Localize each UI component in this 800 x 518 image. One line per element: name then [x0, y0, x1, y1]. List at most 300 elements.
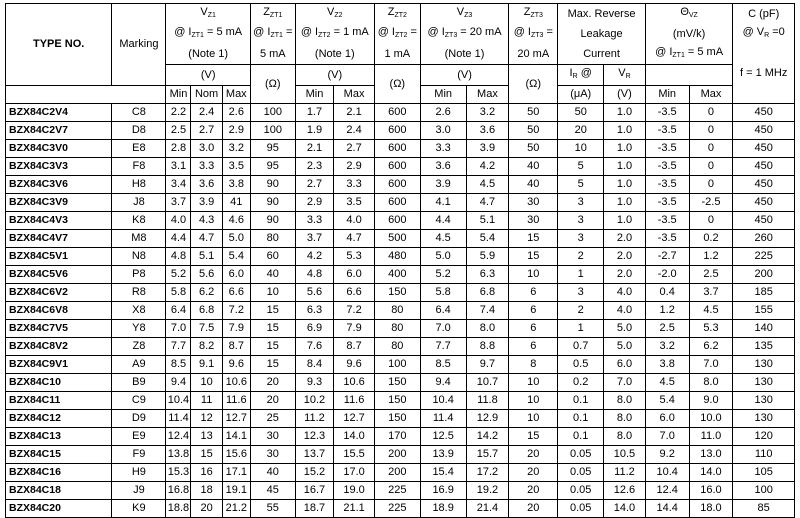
header-zzt2: $Z_{ZT2}$	[374, 4, 420, 25]
value-cell: 4.5	[689, 302, 733, 320]
header-vz1-cond: @ $I_{ZT1} = 5$ mA	[166, 24, 250, 44]
value-cell: 4.6	[222, 212, 250, 230]
value-cell: 3	[558, 284, 604, 302]
header-theta: $\Theta_{VZ}$	[645, 4, 733, 25]
value-cell: 15	[509, 428, 558, 446]
type-no-cell: BZX84C18	[6, 482, 112, 500]
value-cell: 5.1	[466, 212, 509, 230]
table-row	[6, 338, 795, 356]
header-vz3: $V_{Z3}$	[420, 4, 509, 25]
value-cell: 9.3	[295, 374, 334, 392]
value-cell: 0.7	[558, 338, 604, 356]
table-row	[6, 122, 795, 140]
header-zzt3: $Z_{ZT3}$	[509, 4, 558, 25]
value-cell: 0.1	[558, 428, 604, 446]
type-no-cell: BZX84C10	[6, 374, 112, 392]
value-cell: 7.9	[222, 320, 250, 338]
value-cell: 6	[509, 284, 558, 302]
value-cell: 2.4	[191, 104, 222, 122]
value-cell: 260	[733, 230, 795, 248]
value-cell: 9.6	[334, 356, 375, 374]
value-cell: 100	[374, 356, 420, 374]
value-cell: 2.2	[166, 104, 191, 122]
value-cell: 2.6	[222, 104, 250, 122]
value-cell: 6.0	[222, 266, 250, 284]
value-cell: 5.3	[334, 248, 375, 266]
value-cell: 5.6	[295, 284, 334, 302]
value-cell: 4.5	[466, 176, 509, 194]
value-cell: 450	[733, 194, 795, 212]
table-row	[6, 194, 795, 212]
value-cell: 8.8	[466, 338, 509, 356]
value-cell: 2.7	[334, 140, 375, 158]
value-cell: 3.5	[222, 158, 250, 176]
value-cell: -3.5	[645, 158, 689, 176]
table-row	[6, 104, 795, 122]
value-cell: 6.9	[295, 320, 334, 338]
value-cell: 0	[689, 158, 733, 176]
value-cell: -3.5	[645, 122, 689, 140]
value-cell: 16.7	[295, 482, 334, 500]
value-cell: 6.4	[166, 302, 191, 320]
value-cell: 20	[509, 446, 558, 464]
value-cell: 3.7	[295, 230, 334, 248]
type-no-cell: BZX84C16	[6, 464, 112, 482]
marking-cell: C9	[112, 392, 166, 410]
value-cell: 0.2	[558, 374, 604, 392]
value-cell: 0.05	[558, 500, 604, 518]
value-cell: 15.4	[420, 464, 466, 482]
value-cell: 7.0	[604, 374, 646, 392]
value-cell: 450	[733, 104, 795, 122]
table-row	[6, 464, 795, 482]
value-cell: 20	[191, 500, 222, 518]
value-cell: 110	[733, 446, 795, 464]
table-row	[6, 410, 795, 428]
value-cell: 6.3	[466, 266, 509, 284]
table-row	[6, 230, 795, 248]
value-cell: 16	[191, 464, 222, 482]
value-cell: 7.2	[222, 302, 250, 320]
table-header	[6, 4, 795, 104]
marking-cell: K8	[112, 212, 166, 230]
value-cell: -3.5	[645, 140, 689, 158]
value-cell: 7.0	[689, 356, 733, 374]
value-cell: 600	[374, 158, 420, 176]
value-cell: 4.0	[604, 302, 646, 320]
value-cell: 3.8	[645, 356, 689, 374]
value-cell: 5.4	[222, 248, 250, 266]
value-cell: 13.8	[166, 446, 191, 464]
value-cell: 8.5	[166, 356, 191, 374]
value-cell: 20	[509, 500, 558, 518]
value-cell: 150	[374, 392, 420, 410]
value-cell: 6.8	[466, 284, 509, 302]
table-row	[6, 266, 795, 284]
value-cell: 6.0	[604, 356, 646, 374]
value-cell: 11.6	[334, 392, 375, 410]
header-vz1: $V_{Z1}$	[166, 4, 250, 25]
value-cell: 10.6	[222, 374, 250, 392]
value-cell: 12.5	[420, 428, 466, 446]
value-cell: 12.4	[645, 482, 689, 500]
value-cell: 0.5	[558, 356, 604, 374]
value-cell: 10	[250, 284, 295, 302]
table-row	[6, 140, 795, 158]
value-cell: 3.7	[689, 284, 733, 302]
value-cell: 600	[374, 194, 420, 212]
header-zzt2-unit: (Ω)	[374, 65, 420, 104]
value-cell: 15	[250, 320, 295, 338]
value-cell: 90	[250, 194, 295, 212]
marking-cell: P8	[112, 266, 166, 284]
marking-cell: E9	[112, 428, 166, 446]
value-cell: -2.7	[645, 248, 689, 266]
value-cell: 450	[733, 158, 795, 176]
value-cell: 41	[222, 194, 250, 212]
value-cell: 5.4	[645, 392, 689, 410]
value-cell: 4.1	[420, 194, 466, 212]
value-cell: 10.0	[689, 410, 733, 428]
value-cell: 30	[250, 446, 295, 464]
header-zzt3-cond2: 20 mA	[509, 44, 558, 65]
value-cell: 600	[374, 176, 420, 194]
value-cell: 4.5	[645, 374, 689, 392]
marking-cell: H9	[112, 464, 166, 482]
value-cell: 3.6	[466, 122, 509, 140]
value-cell: 14.0	[689, 464, 733, 482]
value-cell: 6.2	[191, 284, 222, 302]
value-cell: 1.9	[295, 122, 334, 140]
header-cap-cond: @ $V_R =0$	[733, 24, 795, 44]
value-cell: 4.0	[334, 212, 375, 230]
table-row	[6, 302, 795, 320]
value-cell: 0.1	[558, 410, 604, 428]
header-leakage: Max. Reverse	[558, 4, 646, 25]
value-cell: -3.5	[645, 176, 689, 194]
value-cell: 140	[733, 320, 795, 338]
header-vz3-unit: (V)	[420, 65, 509, 86]
value-cell: 2.9	[222, 122, 250, 140]
value-cell: -2.5	[689, 194, 733, 212]
value-cell: 2.0	[604, 248, 646, 266]
value-cell: 15	[191, 446, 222, 464]
value-cell: -3.5	[645, 194, 689, 212]
marking-cell: M8	[112, 230, 166, 248]
value-cell: 100	[733, 482, 795, 500]
value-cell: 10.4	[166, 392, 191, 410]
marking-cell: E8	[112, 140, 166, 158]
value-cell: 8	[509, 356, 558, 374]
value-cell: 30	[509, 194, 558, 212]
header-vz1-min: Min	[166, 86, 191, 104]
marking-cell: R8	[112, 284, 166, 302]
value-cell: 0	[689, 122, 733, 140]
value-cell: 11.6	[222, 392, 250, 410]
marking-cell: Z8	[112, 338, 166, 356]
value-cell: 1.0	[604, 176, 646, 194]
header-vz2-max: Max	[334, 86, 375, 104]
value-cell: 200	[733, 266, 795, 284]
value-cell: 95	[250, 158, 295, 176]
value-cell: 50	[558, 104, 604, 122]
header-zzt2-cond: @ $I_{ZT2}$ =	[374, 24, 420, 44]
value-cell: 3	[558, 194, 604, 212]
value-cell: 4.5	[420, 230, 466, 248]
value-cell: 40	[509, 158, 558, 176]
value-cell: 500	[374, 230, 420, 248]
value-cell: 7.5	[191, 320, 222, 338]
value-cell: 1.0	[604, 140, 646, 158]
header-theta-blank	[645, 65, 733, 86]
value-cell: 0.2	[689, 230, 733, 248]
value-cell: 2.9	[295, 194, 334, 212]
value-cell: -2.0	[645, 266, 689, 284]
value-cell: 5.9	[466, 248, 509, 266]
value-cell: 10	[558, 140, 604, 158]
value-cell: 150	[374, 374, 420, 392]
header-ir-unit: (μA)	[558, 86, 604, 104]
value-cell: 7.4	[466, 302, 509, 320]
value-cell: 8.5	[420, 356, 466, 374]
value-cell: 20	[509, 464, 558, 482]
value-cell: 8.7	[222, 338, 250, 356]
value-cell: 80	[374, 338, 420, 356]
value-cell: 0	[689, 140, 733, 158]
header-vz3-note: (Note 1)	[420, 44, 509, 65]
value-cell: 4.7	[334, 230, 375, 248]
marking-cell: K9	[112, 500, 166, 518]
value-cell: 600	[374, 212, 420, 230]
value-cell: 120	[733, 428, 795, 446]
value-cell: 30	[509, 212, 558, 230]
type-no-cell: BZX84C4V7	[6, 230, 112, 248]
value-cell: 3.3	[334, 176, 375, 194]
value-cell: 8.0	[466, 320, 509, 338]
value-cell: 130	[733, 356, 795, 374]
value-cell: 10.4	[420, 392, 466, 410]
value-cell: 1.0	[604, 212, 646, 230]
value-cell: 30	[250, 428, 295, 446]
value-cell: 1.0	[604, 122, 646, 140]
value-cell: 5.8	[166, 284, 191, 302]
type-no-cell: BZX84C11	[6, 392, 112, 410]
type-no-cell: BZX84C13	[6, 428, 112, 446]
value-cell: 225	[733, 248, 795, 266]
value-cell: 2.4	[334, 122, 375, 140]
type-no-cell: BZX84C4V3	[6, 212, 112, 230]
value-cell: 40	[509, 176, 558, 194]
type-no-cell: BZX84C20	[6, 500, 112, 518]
value-cell: 19.1	[222, 482, 250, 500]
header-vz3-min: Min	[420, 86, 466, 104]
header-vz1-unit: (V)	[166, 65, 250, 86]
value-cell: 170	[374, 428, 420, 446]
value-cell: 7.2	[334, 302, 375, 320]
value-cell: 3.5	[334, 194, 375, 212]
value-cell: 12.7	[222, 410, 250, 428]
value-cell: 1.0	[604, 104, 646, 122]
value-cell: 4.8	[295, 266, 334, 284]
value-cell: 19.0	[334, 482, 375, 500]
value-cell: 20	[250, 374, 295, 392]
value-cell: 3.9	[420, 176, 466, 194]
value-cell: 10	[509, 410, 558, 428]
header-vz2-min: Min	[295, 86, 334, 104]
value-cell: 11.2	[604, 464, 646, 482]
header-zzt2-cond2: 1 mA	[374, 44, 420, 65]
value-cell: 19.2	[466, 482, 509, 500]
value-cell: 8.0	[604, 410, 646, 428]
value-cell: 21.4	[466, 500, 509, 518]
marking-cell: H8	[112, 176, 166, 194]
type-no-cell: BZX84C3V0	[6, 140, 112, 158]
value-cell: 90	[250, 176, 295, 194]
type-no-cell: BZX84C5V6	[6, 266, 112, 284]
value-cell: 225	[374, 482, 420, 500]
value-cell: 100	[250, 104, 295, 122]
value-cell: 2.5	[166, 122, 191, 140]
table-body	[6, 104, 795, 518]
value-cell: 7.0	[420, 320, 466, 338]
marking-cell: Y8	[112, 320, 166, 338]
header-vz2-cond: @ $I_{ZT2} = 1$ mA	[295, 24, 374, 44]
value-cell: 150	[374, 284, 420, 302]
value-cell: 21.1	[334, 500, 375, 518]
value-cell: 3.2	[222, 140, 250, 158]
value-cell: 80	[250, 230, 295, 248]
value-cell: 4.2	[295, 248, 334, 266]
value-cell: -3.5	[645, 104, 689, 122]
type-no-cell: BZX84C3V9	[6, 194, 112, 212]
marking-cell: C8	[112, 104, 166, 122]
value-cell: 105	[733, 464, 795, 482]
value-cell: 3.7	[166, 194, 191, 212]
value-cell: 3.2	[466, 104, 509, 122]
value-cell: 10.6	[334, 374, 375, 392]
type-no-cell: BZX84C6V2	[6, 284, 112, 302]
value-cell: 0	[689, 104, 733, 122]
value-cell: 15	[509, 248, 558, 266]
value-cell: 5.0	[222, 230, 250, 248]
value-cell: 4.7	[191, 230, 222, 248]
type-no-cell: BZX84C2V7	[6, 122, 112, 140]
marking-cell: A9	[112, 356, 166, 374]
value-cell: 60	[250, 248, 295, 266]
value-cell: 13	[191, 428, 222, 446]
value-cell: 90	[250, 212, 295, 230]
value-cell: 10.5	[604, 446, 646, 464]
value-cell: 7.9	[334, 320, 375, 338]
value-cell: 16.8	[166, 482, 191, 500]
zener-spec-table	[5, 3, 795, 518]
value-cell: 1.7	[295, 104, 334, 122]
value-cell: 18.7	[295, 500, 334, 518]
value-cell: 3.3	[420, 140, 466, 158]
value-cell: 8.0	[604, 428, 646, 446]
value-cell: 4.7	[466, 194, 509, 212]
value-cell: 0.1	[558, 392, 604, 410]
header-blank	[6, 86, 166, 104]
value-cell: 10.4	[645, 464, 689, 482]
value-cell: 50	[509, 122, 558, 140]
value-cell: 3	[558, 230, 604, 248]
header-vz1-max: Max	[222, 86, 250, 104]
type-no-cell: BZX84C5V1	[6, 248, 112, 266]
value-cell: 50	[509, 104, 558, 122]
value-cell: 1.2	[689, 248, 733, 266]
value-cell: 14.2	[466, 428, 509, 446]
value-cell: 3.6	[420, 158, 466, 176]
header-vz2: $V_{Z2}$	[295, 4, 374, 25]
value-cell: 0.05	[558, 464, 604, 482]
marking-cell: J9	[112, 482, 166, 500]
header-theta-unit: (mV/k)	[645, 24, 733, 44]
value-cell: 5	[558, 176, 604, 194]
value-cell: 200	[374, 464, 420, 482]
value-cell: 3.2	[645, 338, 689, 356]
value-cell: 600	[374, 104, 420, 122]
table-row	[6, 158, 795, 176]
marking-cell: D8	[112, 122, 166, 140]
header-zzt1-unit: (Ω)	[250, 65, 295, 104]
value-cell: 15.6	[222, 446, 250, 464]
header-zzt3-cond: @ $I_{ZT3}$ =	[509, 24, 558, 44]
value-cell: 600	[374, 122, 420, 140]
value-cell: 450	[733, 122, 795, 140]
table-row	[6, 176, 795, 194]
table-row	[6, 212, 795, 230]
value-cell: 15	[250, 302, 295, 320]
value-cell: 40	[250, 464, 295, 482]
value-cell: 3.0	[191, 140, 222, 158]
value-cell: 2.9	[334, 158, 375, 176]
header-theta-max: Max	[689, 86, 733, 104]
value-cell: 9.0	[689, 392, 733, 410]
value-cell: 4.3	[191, 212, 222, 230]
value-cell: 185	[733, 284, 795, 302]
value-cell: 5.2	[420, 266, 466, 284]
header-theta-cond: @ $I_{ZT1} = 5$ mA	[645, 44, 733, 65]
value-cell: 12.7	[334, 410, 375, 428]
value-cell: 6.3	[295, 302, 334, 320]
value-cell: 450	[733, 176, 795, 194]
value-cell: 9.1	[191, 356, 222, 374]
value-cell: 10.7	[466, 374, 509, 392]
value-cell: 3.3	[295, 212, 334, 230]
table-row	[6, 284, 795, 302]
table-row	[6, 500, 795, 518]
marking-cell: F8	[112, 158, 166, 176]
value-cell: 12	[191, 410, 222, 428]
value-cell: 10	[191, 374, 222, 392]
value-cell: 5.3	[689, 320, 733, 338]
table-row	[6, 356, 795, 374]
value-cell: 130	[733, 392, 795, 410]
value-cell: 11.0	[689, 428, 733, 446]
value-cell: 2	[558, 302, 604, 320]
value-cell: 4.0	[166, 212, 191, 230]
marking-cell: J8	[112, 194, 166, 212]
value-cell: 13.0	[689, 446, 733, 464]
value-cell: 80	[374, 302, 420, 320]
value-cell: 6.4	[420, 302, 466, 320]
header-zzt1-cond2: 5 mA	[250, 44, 295, 65]
value-cell: 7.7	[420, 338, 466, 356]
value-cell: -3.5	[645, 212, 689, 230]
table-row	[6, 428, 795, 446]
value-cell: 15.5	[334, 446, 375, 464]
